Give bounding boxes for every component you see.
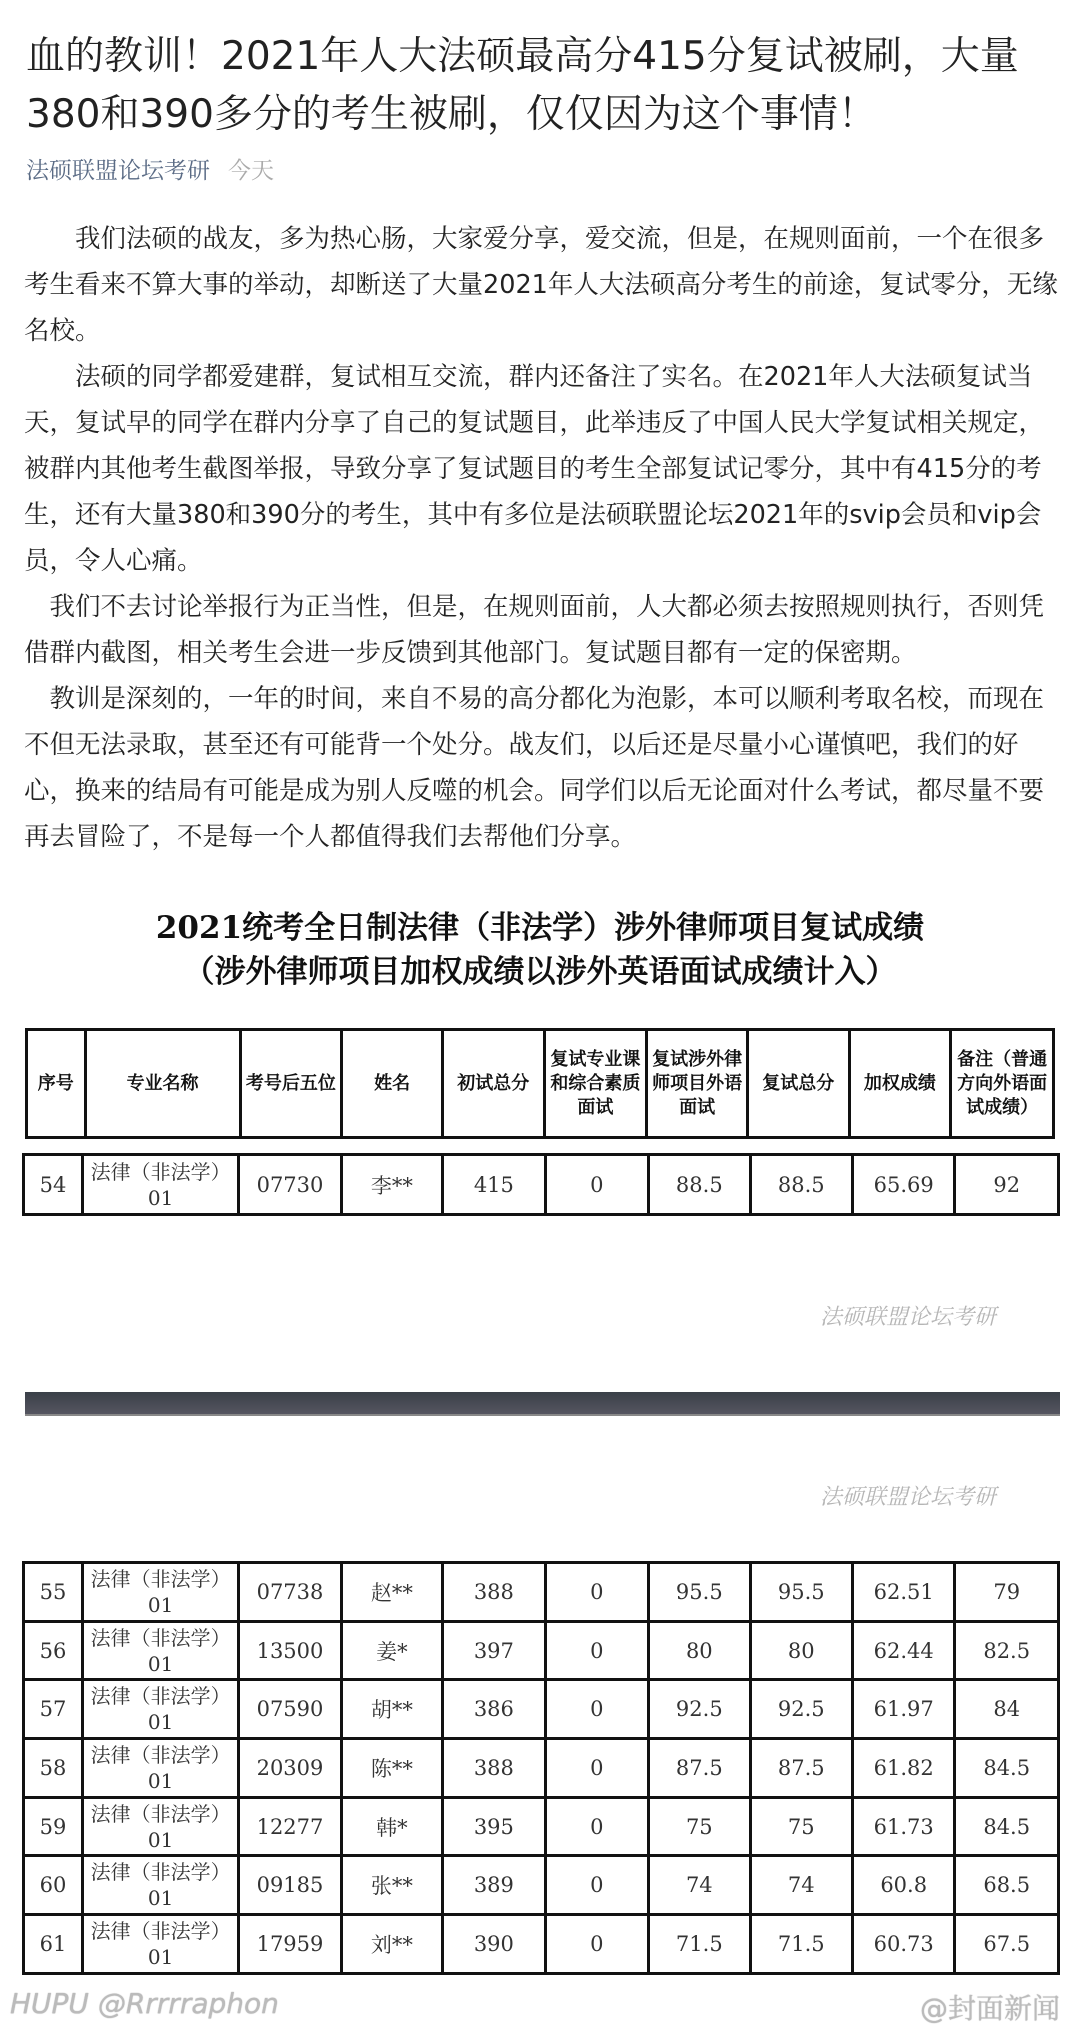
table-cell: 姜* [341, 1621, 442, 1680]
table-cell: 61.73 [852, 1797, 954, 1856]
table-cell: 法律（非法学）01 [82, 1563, 238, 1622]
paragraph: 我们法硕的战友，多为热心肠，大家爱分享，爱交流，但是，在规则面前，一个在很多考生看来不算大事的举动，却断送了大量2021年人大法硕高分考生的前途，复试零分，无缘名校。 [24, 224, 1058, 346]
table-cell: 62.44 [852, 1621, 954, 1680]
table-cell: 0 [545, 1621, 649, 1680]
table-row [24, 1797, 1059, 1856]
table-cell: 58 [24, 1739, 83, 1798]
table-cell: 88.5 [649, 1155, 750, 1215]
score-table-header [25, 1028, 1055, 1139]
table-cell: 57 [24, 1680, 83, 1739]
table-watermark: 法硕联盟论坛考研 [820, 1485, 997, 1510]
table-cell: 60.73 [852, 1915, 954, 1974]
column-header: 姓名 [342, 1030, 443, 1138]
table-cell: 80 [649, 1621, 750, 1680]
article-meta [26, 152, 274, 185]
table-cell: 60.8 [852, 1856, 954, 1915]
table-cell: 95.5 [649, 1563, 750, 1622]
table-cell: 09185 [239, 1856, 341, 1915]
table-cell: 法律（非法学）01 [82, 1856, 238, 1915]
table-cell: 陈** [341, 1739, 442, 1798]
table-cell: 李** [341, 1155, 442, 1215]
table-cell: 法律（非法学）01 [82, 1680, 238, 1739]
table-cell: 92 [955, 1155, 1059, 1215]
table-cell: 79 [955, 1563, 1059, 1622]
column-header: 专业名称 [85, 1030, 240, 1138]
table-cell: 0 [545, 1797, 649, 1856]
table-cell: 87.5 [750, 1739, 852, 1798]
table-row [24, 1915, 1059, 1974]
column-header: 备注（普通方向外语面试成绩） [951, 1030, 1054, 1138]
table-cell: 415 [443, 1155, 545, 1215]
author-link[interactable]: 法硕联盟论坛考研 [26, 158, 210, 184]
paragraph: 我们不去讨论举报行为正当性，但是，在规则面前，人大都必须去按照规则执行，否则凭借群内截图，相关考生会进一步反馈到其他部门。复试题目都有一定的保密期。 [24, 592, 1045, 668]
table-cell: 法律（非法学）01 [82, 1915, 238, 1974]
table-cell: 胡** [341, 1680, 442, 1739]
publish-time: 今天 [228, 158, 274, 184]
table-cell: 20309 [239, 1739, 341, 1798]
table-row [24, 1155, 1059, 1215]
table-cell: 54 [24, 1155, 83, 1215]
table-cell: 75 [649, 1797, 750, 1856]
table-cell: 0 [545, 1155, 649, 1215]
table-cell: 法律（非法学）01 [82, 1621, 238, 1680]
table-cell: 0 [545, 1739, 649, 1798]
table-watermark: 法硕联盟论坛考研 [820, 1305, 997, 1330]
table-cell: 386 [443, 1680, 545, 1739]
column-header: 复试涉外律师项目外语面试 [647, 1030, 748, 1138]
table-cell: 388 [443, 1563, 545, 1622]
table-subtitle: （涉外律师项目加权成绩以涉外英语面试成绩计入） [183, 954, 897, 990]
header-row [27, 1030, 1054, 1138]
table-cell: 395 [443, 1797, 545, 1856]
table-cell: 71.5 [649, 1915, 750, 1974]
table-cell: 0 [545, 1915, 649, 1974]
table-cell: 法律（非法学）01 [82, 1739, 238, 1798]
table-row [24, 1621, 1059, 1680]
table-row [24, 1680, 1059, 1739]
paragraph: 教训是深刻的，一年的时间，来自不易的高分都化为泡影，本可以顺利考取名校，而现在不但无法录取，甚至还有可能背一个处分。战友们，以后还是尽量小心谨慎吧，我们的好心，换来的结局有可能是成为别人反噬的机会。同学们以后无论面对什么考试，都尽量不要再去冒险了，不是每一个人都值得我们去帮他们分享。 [24, 684, 1045, 852]
score-table-top [22, 1153, 1060, 1216]
table-cell: 92.5 [750, 1680, 852, 1739]
table-cell: 17959 [239, 1915, 341, 1974]
column-header: 序号 [27, 1030, 86, 1138]
table-cell: 87.5 [649, 1739, 750, 1798]
table-cell: 75 [750, 1797, 852, 1856]
table-cell: 74 [750, 1856, 852, 1915]
table-cell: 张** [341, 1856, 442, 1915]
table-cell: 389 [443, 1856, 545, 1915]
table-cell: 07730 [239, 1155, 341, 1215]
table-cell: 61 [24, 1915, 83, 1974]
table-cell: 80 [750, 1621, 852, 1680]
article-title: 血的教训！2021年人大法硕最高分415分复试被刷，大量380和390多分的考生被刷，仅仅因为这个事情！ [26, 34, 1019, 137]
table-cell: 84 [955, 1680, 1059, 1739]
table-cell: 法律（非法学）01 [82, 1797, 238, 1856]
hupu-watermark: HUPU @Rrrrraphon [10, 1987, 279, 2020]
table-cell: 55 [24, 1563, 83, 1622]
table-cell: 390 [443, 1915, 545, 1974]
table-cell: 84.5 [955, 1739, 1059, 1798]
table-cell: 59 [24, 1797, 83, 1856]
table-cell: 07590 [239, 1680, 341, 1739]
table-row [24, 1563, 1059, 1622]
table-cell: 68.5 [955, 1856, 1059, 1915]
table-cell: 65.69 [852, 1155, 954, 1215]
table-cell: 12277 [239, 1797, 341, 1856]
table-cell: 刘** [341, 1915, 442, 1974]
table-cell: 71.5 [750, 1915, 852, 1974]
table-cell: 62.51 [852, 1563, 954, 1622]
column-header: 初试总分 [442, 1030, 544, 1138]
table-cell: 88.5 [750, 1155, 852, 1215]
divider-bar [25, 1392, 1060, 1416]
table-cell: 0 [545, 1680, 649, 1739]
table-cell: 13500 [239, 1621, 341, 1680]
table-row [24, 1856, 1059, 1915]
column-header: 复试总分 [747, 1030, 849, 1138]
score-table-bottom [22, 1561, 1060, 1975]
table-cell: 61.97 [852, 1680, 954, 1739]
table-cell: 74 [649, 1856, 750, 1915]
table-cell: 397 [443, 1621, 545, 1680]
table-cell: 60 [24, 1856, 83, 1915]
article-body [24, 216, 1069, 860]
table-cell: 84.5 [955, 1797, 1059, 1856]
table-cell: 韩* [341, 1797, 442, 1856]
table-cell: 56 [24, 1621, 83, 1680]
table-cell: 0 [545, 1856, 649, 1915]
column-header: 加权成绩 [849, 1030, 951, 1138]
weibo-watermark: @封面新闻 [919, 1992, 1060, 2025]
table-cell: 07738 [239, 1563, 341, 1622]
table-cell: 61.82 [852, 1739, 954, 1798]
table-cell: 67.5 [955, 1915, 1059, 1974]
column-header: 考号后五位 [240, 1030, 342, 1138]
paragraph: 法硕的同学都爱建群，复试相互交流，群内还备注了实名。在2021年人大法硕复试当天，复试早的同学在群内分享了自己的复试题目，此举违反了中国人民大学复试相关规定，被群内其他考生截图举报，导致分享了复试题目的考生全部复试记零分，其中有415分的考生，还有大量380和390分的考生，其中有多位是法硕联盟论坛2021年的svip会员和vip会员，令人心痛。 [24, 362, 1045, 576]
table-cell: 0 [545, 1563, 649, 1622]
table-cell: 赵** [341, 1563, 442, 1622]
table-title: 2021统考全日制法律（非法学）涉外律师项目复试成绩 [155, 910, 925, 946]
column-header: 复试专业课和综合素质面试 [544, 1030, 647, 1138]
table-cell: 388 [443, 1739, 545, 1798]
table-cell: 82.5 [955, 1621, 1059, 1680]
table-cell: 92.5 [649, 1680, 750, 1739]
table-cell: 法律（非法学）01 [82, 1155, 238, 1215]
table-cell: 95.5 [750, 1563, 852, 1622]
table-row [24, 1739, 1059, 1798]
